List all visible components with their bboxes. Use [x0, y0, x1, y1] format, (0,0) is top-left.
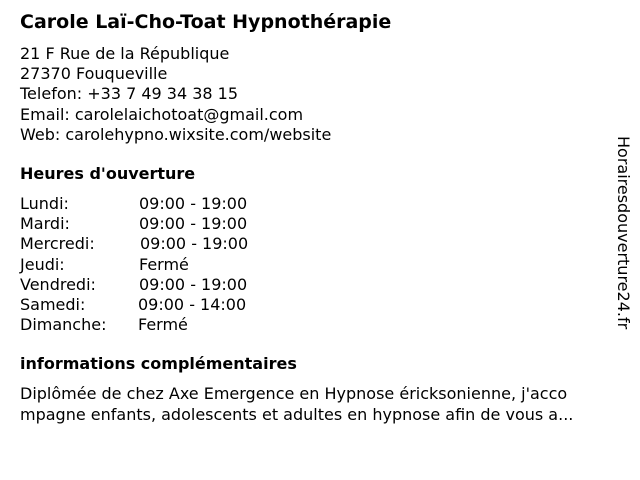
hours-row-sunday [20, 315, 320, 335]
email-line: Email: carolelaichotoat@gmail.com [20, 104, 304, 124]
hours-day: Mercredi: [20, 234, 95, 254]
hours-day: Samedi: [20, 294, 86, 314]
hours-row-wednesday [20, 234, 320, 254]
hours-time: Fermé [138, 315, 188, 335]
info-line: Diplômée de chez Axe Emergence en Hypnose éricksonienne, j'acco [20, 384, 568, 403]
hours-row-tuesday [20, 214, 320, 234]
info-line: mpagne enfants, adolescents et adultes en hypnose afin de vous a... [20, 404, 574, 424]
hours-time: Fermé [139, 254, 189, 274]
site-watermark: Horairesdouverture24.fr [614, 136, 633, 330]
hours-row-thursday [20, 255, 320, 275]
hours-time: 09:00 - 19:00 [139, 214, 248, 234]
business-name: Carole Laï-Cho-Toat Hypnothérapie [20, 11, 392, 33]
web-line: Web: carolehypno.wixsite.com/website [20, 124, 332, 144]
hours-row-saturday [20, 295, 320, 315]
hours-day: Vendredi: [20, 274, 96, 294]
hours-day: Dimanche: [20, 315, 107, 335]
phone-line: Telefon: +33 7 49 34 38 15 [20, 84, 239, 104]
hours-heading: Heures d'ouverture [20, 164, 196, 183]
hours-day: Jeudi: [20, 254, 65, 274]
hours-time: 09:00 - 19:00 [139, 274, 248, 294]
hours-row-monday [20, 194, 320, 214]
hours-time: 09:00 - 19:00 [139, 194, 248, 213]
info-description [20, 384, 620, 425]
address-city: 27370 Fouqueville [20, 64, 168, 84]
hours-time: 09:00 - 19:00 [140, 234, 249, 254]
hours-table [20, 194, 320, 335]
contact-block [20, 44, 331, 145]
info-heading: informations complémentaires [20, 354, 297, 373]
address-street: 21 F Rue de la République [20, 44, 230, 63]
hours-time: 09:00 - 14:00 [138, 294, 247, 314]
hours-day: Mardi: [20, 214, 70, 234]
hours-row-friday [20, 275, 320, 295]
hours-day: Lundi: [20, 194, 69, 213]
